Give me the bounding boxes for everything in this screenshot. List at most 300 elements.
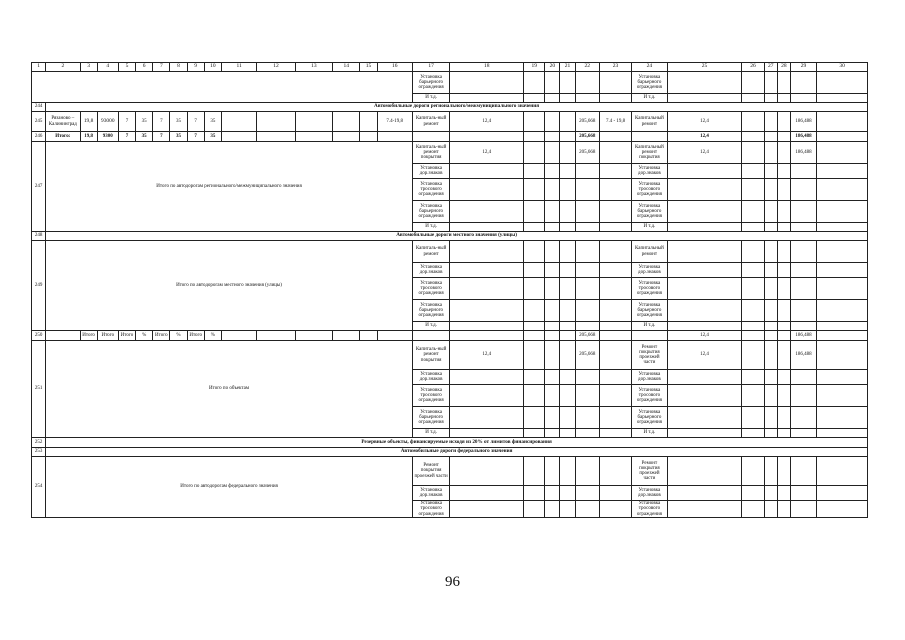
table-cell: % [136, 331, 153, 341]
table-row [32, 112, 868, 132]
cell-empty [599, 278, 631, 300]
cell-empty [742, 223, 764, 232]
cell-empty [524, 132, 545, 142]
cell-empty [764, 201, 777, 223]
cell-empty [742, 132, 764, 142]
table-cell: 12,4 [667, 341, 742, 370]
cell-empty [742, 112, 764, 132]
cell-empty [817, 322, 868, 331]
cell-empty [524, 486, 545, 501]
col-number: 28 [777, 63, 790, 72]
row-number: 247 [32, 142, 46, 232]
cell-empty [221, 132, 256, 142]
col-number: 9 [187, 63, 204, 72]
subtotal-label: Итого по автодорогам федерального значения [46, 457, 413, 518]
cell-empty [545, 331, 560, 341]
table-cell: 35 [136, 112, 153, 132]
table-row [32, 142, 868, 164]
table-cell: Установка дор.знаков [632, 486, 667, 501]
cell-empty [667, 179, 742, 201]
col-number: 14 [333, 63, 360, 72]
cell-empty [764, 407, 777, 429]
cell-empty [333, 331, 360, 341]
section-row [32, 448, 868, 457]
cell-empty [667, 241, 742, 263]
col-number: 17 [412, 63, 449, 72]
table-row [32, 457, 868, 486]
table-cell: Итого [118, 331, 135, 341]
col-number: 26 [742, 63, 764, 72]
cell-empty [545, 164, 560, 179]
cell-empty [450, 94, 524, 103]
table-cell: Установка тросового ограждения [412, 179, 449, 201]
cell-empty [764, 278, 777, 300]
row-number: 253 [32, 448, 46, 457]
col-number: 6 [136, 63, 153, 72]
cell-empty [450, 407, 524, 429]
cell-empty [667, 72, 742, 94]
cell-empty [817, 201, 868, 223]
col-number: 18 [450, 63, 524, 72]
cell-empty [817, 263, 868, 278]
cell-empty [524, 341, 545, 370]
col-number: 23 [599, 63, 631, 72]
cell-empty [560, 241, 575, 263]
col-number: 27 [764, 63, 777, 72]
cell-empty [817, 370, 868, 385]
cell-empty [790, 278, 816, 300]
col-number: 13 [295, 63, 332, 72]
cell-empty [764, 486, 777, 501]
col-number: 7 [153, 63, 170, 72]
cell-empty [450, 72, 524, 94]
cell-empty [777, 429, 790, 438]
cell-empty [450, 370, 524, 385]
cell-empty [524, 370, 545, 385]
cell-empty [777, 223, 790, 232]
table-cell: Капиталь-ный ремонт [412, 241, 449, 263]
cell-empty [575, 300, 599, 322]
table-cell: 186,488 [790, 341, 816, 370]
table-cell: 12,4 [667, 132, 742, 142]
total-label: Итого: [46, 132, 80, 142]
table-cell: 205,668 [575, 132, 599, 142]
cell-empty [599, 132, 631, 142]
cell-empty [742, 179, 764, 201]
cell-empty [667, 300, 742, 322]
cell-empty [667, 501, 742, 518]
section-title: Резервные объекты, финансируемые исходя из 20% от лимитов финансирования [46, 438, 868, 448]
cell-empty [790, 164, 816, 179]
cell-empty [450, 223, 524, 232]
cell-empty [575, 164, 599, 179]
table-cell: 12,4 [667, 331, 742, 341]
work-barrier-cell: Установка барьерного ограждения [412, 72, 449, 94]
cell-empty [560, 164, 575, 179]
cell-empty [560, 263, 575, 278]
cell-empty [742, 94, 764, 103]
cell-empty [599, 370, 631, 385]
cell-empty [545, 429, 560, 438]
cell-empty [412, 132, 449, 142]
table-cell: Установка барьерного ограждения [632, 201, 667, 223]
cell-empty [777, 370, 790, 385]
cell-empty [817, 164, 868, 179]
cell-empty [545, 201, 560, 223]
cell-empty [817, 72, 868, 94]
cell-empty [764, 72, 777, 94]
cell-empty [575, 94, 599, 103]
cell-empty [742, 164, 764, 179]
cell-empty [790, 300, 816, 322]
cell-empty [524, 429, 545, 438]
cell-empty [257, 132, 295, 142]
cell-empty [599, 385, 631, 407]
subtotal-label: Итого по автодорогам местного значения (улицы) [46, 241, 413, 331]
cell-empty [560, 407, 575, 429]
table-cell: 12,4 [450, 341, 524, 370]
table-cell: Итого [97, 331, 118, 341]
cell-empty [777, 486, 790, 501]
table-cell: 205,668 [575, 112, 599, 132]
table-cell: % [204, 331, 221, 341]
col-number: 30 [817, 63, 868, 72]
table-cell: 19,8 [80, 112, 97, 132]
table-cell: Установка дор.знаков [632, 263, 667, 278]
work-barrier-cell: Установка барьерного ограждения [632, 72, 667, 94]
cell-empty [524, 241, 545, 263]
table-row [32, 241, 868, 263]
table-cell: 7 [153, 112, 170, 132]
row-number: 244 [32, 103, 46, 112]
cell-empty [790, 407, 816, 429]
cell-empty [575, 263, 599, 278]
cell-empty [817, 486, 868, 501]
table-cell: Капитальный ремонт [632, 241, 667, 263]
table-cell: Ремонт покрытия проезжей части [412, 457, 449, 486]
table-cell: 186,488 [790, 132, 816, 142]
cell-empty [599, 164, 631, 179]
cell-empty [764, 164, 777, 179]
section-title: Автомобильные дороги федерального значения [46, 448, 868, 457]
col-number: 11 [221, 63, 256, 72]
table-row [32, 341, 868, 370]
cell-empty [360, 331, 377, 341]
table-cell: Итого [187, 331, 204, 341]
cell-empty [777, 407, 790, 429]
cell-empty [667, 94, 742, 103]
table-cell: 7.4 - 19,8 [599, 112, 631, 132]
cell-empty [742, 341, 764, 370]
cell-empty [764, 322, 777, 331]
cell-empty [560, 94, 575, 103]
table-cell: Установка дор.знаков [412, 263, 449, 278]
table-cell: 35 [170, 132, 187, 142]
cell-empty [377, 132, 412, 142]
col-number: 2 [46, 63, 80, 72]
cell-empty [545, 94, 560, 103]
table-row [32, 331, 868, 341]
cell-empty [817, 407, 868, 429]
cell-empty [599, 300, 631, 322]
cell-empty [777, 501, 790, 518]
cell-empty [764, 341, 777, 370]
cell-empty [817, 94, 868, 103]
cell-empty [764, 429, 777, 438]
cell-empty [764, 501, 777, 518]
cell-empty [764, 241, 777, 263]
cell-empty [790, 94, 816, 103]
work-cell: Капитальный ремонт покрытия [632, 142, 667, 164]
cell-empty [545, 300, 560, 322]
work-cell: Капитальный ремонт [632, 112, 667, 132]
cell-empty [575, 278, 599, 300]
cell-empty [764, 370, 777, 385]
cell-empty [450, 331, 524, 341]
cell-empty [764, 263, 777, 278]
cell-empty [360, 132, 377, 142]
cell-empty [560, 429, 575, 438]
cell-empty [777, 263, 790, 278]
cell-empty [777, 331, 790, 341]
cell-empty [333, 132, 360, 142]
cell-empty [790, 72, 816, 94]
cell-empty [742, 501, 764, 518]
col-number: 20 [545, 63, 560, 72]
cell-empty [575, 179, 599, 201]
table-cell: 35 [170, 112, 187, 132]
cell-empty [742, 201, 764, 223]
cell-empty [599, 429, 631, 438]
cell-empty [524, 201, 545, 223]
cell-empty [560, 179, 575, 201]
cell-empty [817, 112, 868, 132]
cell-empty [545, 142, 560, 164]
cell-empty [742, 278, 764, 300]
table-cell: И т.д. [632, 429, 667, 438]
cell-empty [575, 370, 599, 385]
cell-empty [790, 385, 816, 407]
cell-empty [742, 72, 764, 94]
cell-empty [764, 300, 777, 322]
table-cell: Ремонт покрытия проезжей части [632, 341, 667, 370]
cell-empty [575, 72, 599, 94]
section-title: Автомобильные дороги местного значения (улицы) [46, 232, 868, 241]
cell-empty [667, 429, 742, 438]
table-cell: 9300 [97, 132, 118, 142]
cell-empty [790, 501, 816, 518]
cell-empty [450, 429, 524, 438]
cell-empty [295, 112, 332, 132]
section-row [32, 103, 868, 112]
cell-empty [575, 223, 599, 232]
col-number: 25 [667, 63, 742, 72]
cell-empty [560, 142, 575, 164]
table-cell: Установка барьерного ограждения [412, 407, 449, 429]
cell-empty [599, 457, 631, 486]
cell-empty [545, 501, 560, 518]
cell-empty [777, 112, 790, 132]
table-cell: Установка барьерного ограждения [412, 201, 449, 223]
cell-empty [450, 132, 524, 142]
table-cell: 7.4-19,8 [377, 112, 412, 132]
table-cell: И т.д. [632, 322, 667, 331]
cell-empty [545, 486, 560, 501]
cell-empty [742, 331, 764, 341]
cell-empty [524, 72, 545, 94]
col-number: 5 [118, 63, 135, 72]
table-cell: Ремонт покрытия проезжей части [632, 457, 667, 486]
cell-empty [524, 331, 545, 341]
table-cell: Установка тросового ограждения [412, 501, 449, 518]
cell-empty [790, 457, 816, 486]
cell-empty [450, 179, 524, 201]
cell-empty [817, 385, 868, 407]
cell-empty [790, 322, 816, 331]
row-number: 250 [32, 331, 46, 341]
cell-empty [560, 341, 575, 370]
cell-empty [575, 429, 599, 438]
cell-empty [790, 429, 816, 438]
cell-empty [817, 429, 868, 438]
page-number: 96 [445, 574, 460, 590]
table-cell: 12,4 [667, 142, 742, 164]
cell-empty [450, 164, 524, 179]
cell-empty [32, 72, 413, 103]
cell-empty [599, 179, 631, 201]
cell-empty [560, 370, 575, 385]
cell-empty [545, 263, 560, 278]
cell-empty [450, 501, 524, 518]
cell-empty [545, 72, 560, 94]
cell-empty [450, 486, 524, 501]
row-number: 254 [32, 457, 46, 518]
cell-empty [599, 322, 631, 331]
column-number-row [32, 63, 868, 72]
col-number: 19 [524, 63, 545, 72]
table-cell: 186,488 [790, 331, 816, 341]
cell-empty [742, 322, 764, 331]
cell-empty [524, 112, 545, 132]
cell-empty [667, 385, 742, 407]
cell-empty [599, 501, 631, 518]
cell-empty [777, 142, 790, 164]
table-cell: 12,4 [450, 142, 524, 164]
cell-empty [450, 385, 524, 407]
cell-empty [524, 385, 545, 407]
cell-empty [524, 223, 545, 232]
cell-empty [667, 263, 742, 278]
cell-empty [545, 370, 560, 385]
work-cell: Капиталь-ный ремонт [412, 112, 449, 132]
cell-empty [450, 457, 524, 486]
cell-empty [599, 72, 631, 94]
table-cell: Установка дор.знаков [632, 164, 667, 179]
cell-empty [575, 241, 599, 263]
cell-empty [524, 457, 545, 486]
section-title: Автомобильные дороги регионального/межмуниципального значения [46, 103, 868, 112]
cell-empty [560, 331, 575, 341]
col-number: 10 [204, 63, 221, 72]
cell-empty [777, 164, 790, 179]
cell-empty [575, 201, 599, 223]
cell-empty [667, 164, 742, 179]
cell-empty [764, 179, 777, 201]
cell-empty [817, 142, 868, 164]
cell-empty [742, 142, 764, 164]
cell-empty [667, 457, 742, 486]
table-cell: Установка дор.знаков [412, 486, 449, 501]
cell-empty [777, 322, 790, 331]
table-cell: Установка барьерного ограждения [632, 300, 667, 322]
cell-empty [575, 407, 599, 429]
table-cell: 7 [118, 132, 135, 142]
cell-empty [560, 72, 575, 94]
cell-empty [632, 331, 667, 341]
work-etc-cell: И т.д. [632, 94, 667, 103]
cell-empty [524, 300, 545, 322]
cell-empty [742, 407, 764, 429]
cell-empty [545, 385, 560, 407]
col-number: 24 [632, 63, 667, 72]
row-number: 251 [32, 341, 46, 438]
cell-empty [817, 341, 868, 370]
cell-empty [221, 331, 256, 341]
cell-empty [742, 241, 764, 263]
table-cell: 205,668 [575, 331, 599, 341]
table-cell: 186,488 [790, 142, 816, 164]
cell-empty [295, 132, 332, 142]
cell-empty [790, 201, 816, 223]
table-cell: 205,668 [575, 142, 599, 164]
cell-empty [817, 300, 868, 322]
cell-empty [545, 132, 560, 142]
cell-empty [790, 486, 816, 501]
col-number: 16 [377, 63, 412, 72]
col-number: 4 [97, 63, 118, 72]
table-cell: Установка тросового ограждения [412, 278, 449, 300]
work-etc-cell: И т.д. [412, 94, 449, 103]
cell-empty [545, 241, 560, 263]
cell-empty [545, 341, 560, 370]
cell-empty [560, 457, 575, 486]
col-number: 22 [575, 63, 599, 72]
row-number: 249 [32, 241, 46, 331]
cell-empty [524, 94, 545, 103]
cell-empty [524, 407, 545, 429]
table-cell: И т.д. [412, 429, 449, 438]
row-number: 245 [32, 112, 46, 132]
table-cell: Установка тросового ограждения [632, 278, 667, 300]
table-cell: Установка дор.знаков [412, 164, 449, 179]
cell-empty [545, 223, 560, 232]
cell-empty [524, 263, 545, 278]
cell-empty [524, 142, 545, 164]
cell-empty [257, 112, 295, 132]
cell-empty [560, 385, 575, 407]
cell-empty [524, 164, 545, 179]
cell-empty [777, 241, 790, 263]
col-number: 21 [560, 63, 575, 72]
cell-empty [560, 132, 575, 142]
cell-empty [599, 94, 631, 103]
table-cell: И т.д. [412, 322, 449, 331]
cell-empty [575, 486, 599, 501]
cell-empty [667, 486, 742, 501]
cell-empty [667, 370, 742, 385]
table-cell: Установка тросового ограждения [632, 179, 667, 201]
cell-empty [817, 501, 868, 518]
